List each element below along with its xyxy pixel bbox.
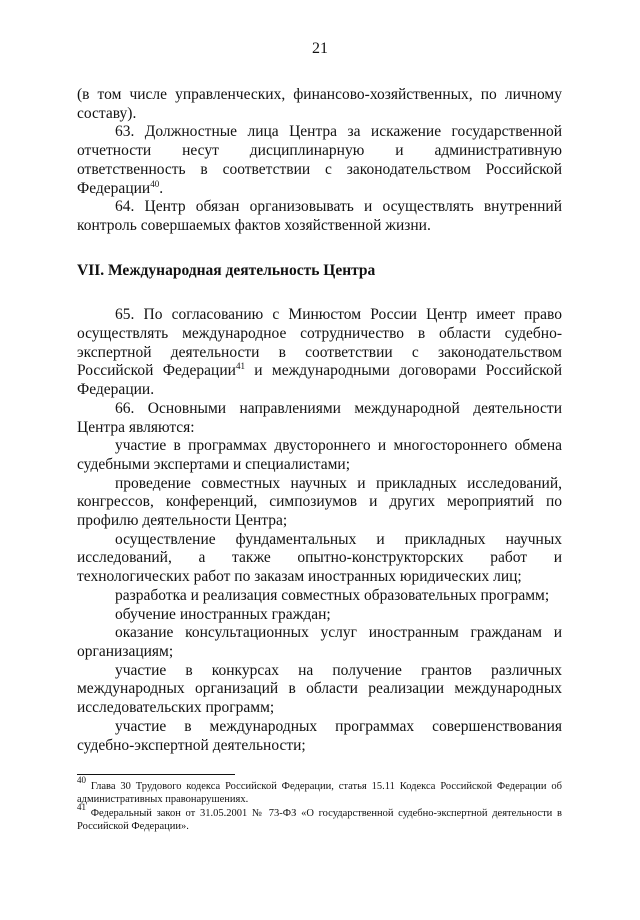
list-item: осуществление фундаментальных и прикладных научных исследований, а также опытно-конструкторских работ и технологических работ по заказам иностранных юридических лиц; [77,530,562,586]
paragraph-63 [77,123,562,198]
paragraph-63-text: 63. Должностные лица Центра за искажение государственной отчетности несут дисциплинарную и административную ответственность в соответствии с законодательством Российской Федерации [77,123,562,197]
list-item: оказание консультационных услуг иностранным гражданам и организациям; [77,624,562,660]
paragraph-64: 64. Центр обязан организовывать и осуществлять внутренний контроль совершаемых фактов хозяйственной жизни. [77,198,562,234]
list-item: разработка и реализация совместных образовательных программ; [115,586,550,604]
footnote-40 [77,775,562,806]
list-item: проведение совместных научных и прикладных исследований, конгрессов, конференций, симпозиумов и других мероприятий по профилю деятельности Центра; [77,474,562,530]
footnote-ref-41: 41 [235,361,245,372]
page-number: 21 [312,40,328,57]
footnote-ref-40: 40 [150,178,160,189]
section-heading: VII. Международная деятельность Центра [77,261,376,279]
footnotes [77,775,562,834]
paragraph-65-text: 65. По согласованию с Минюстом России Центр имеет право осуществлять международное сотрудничество в области судебно-экспертной деятельности в соответствии с законодательством Российской Федерации [77,306,562,380]
paragraph-continuation: (в том числе управленческих, финансово-хозяйственных, по личному составу). [77,86,562,122]
paragraph-66: 66. Основными направлениями международной деятельности Центра являются: [77,399,562,436]
body-text [77,86,562,755]
list-item: обучение иностранных граждан; [115,605,331,623]
paragraph-65-end: и международными договорами Российской Федерации. [77,362,562,399]
footnote-41 [77,802,562,833]
footnote-divider [77,774,235,775]
list-item: участие в программах двустороннего и многостороннего обмена судебными экспертами и специалистами; [77,437,562,473]
footnote-text: Глава 30 Трудового кодекса Российской Федерации, статья 15.11 Кодекса Российской Федерации об административных правонарушениях. [77,781,562,805]
footnote-mark: 41 [77,802,86,812]
footnote-text: Федеральный закон от 31.05.2001 № 73-ФЗ «О государственной судебно-экспертной деятельности в Российской Федерации». [77,808,562,832]
list-item: участие в конкурсах на получение грантов различных международных организаций в области реализации международных исследовательских программ; [77,661,562,717]
paragraph-65 [77,306,562,400]
list-item: участие в международных программах совершенствования судебно-экспертной деятельности; [77,717,562,754]
paragraph-63-end: . [159,179,164,197]
footnote-mark: 40 [77,775,86,785]
